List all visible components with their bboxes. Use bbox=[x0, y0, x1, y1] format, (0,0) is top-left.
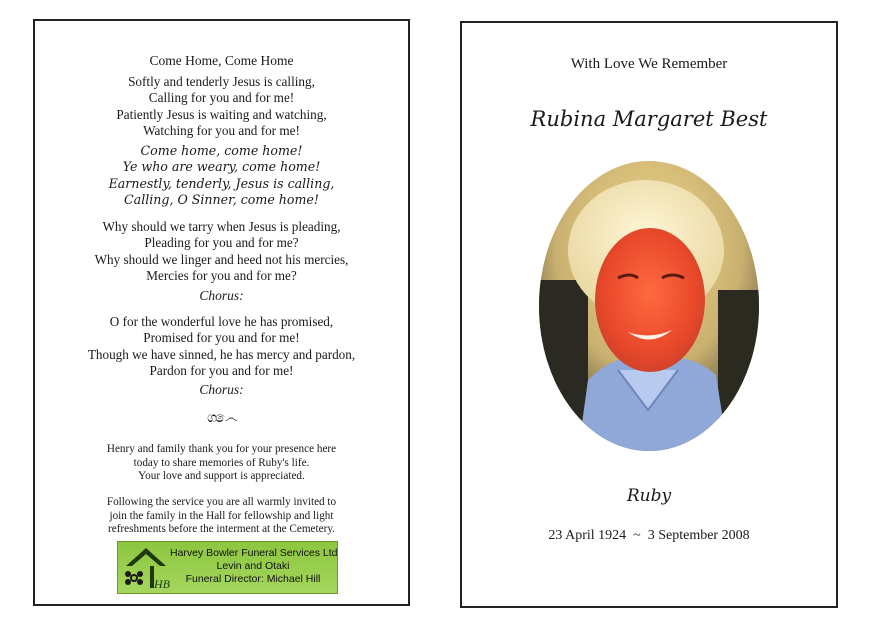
chorus-line: Ye who are weary, come home! bbox=[122, 159, 321, 175]
funeral-home-location: Levin and Otaki bbox=[216, 560, 290, 572]
nickname: Ruby bbox=[626, 486, 672, 506]
verse-line: Though we have sinned, he has mercy and pardon, bbox=[87, 346, 356, 362]
verse-line: Promised for you and for me! bbox=[143, 330, 300, 346]
invitation-note bbox=[35, 496, 408, 537]
flower-logo-icon bbox=[120, 544, 172, 592]
verse-line: Why should we linger and heed not his mercies, bbox=[94, 251, 349, 267]
invitation-line: Following the service you are all warmly invited to bbox=[106, 496, 337, 508]
verse-line: Watching for you and for me! bbox=[143, 123, 300, 139]
verse-line: Calling for you and for me! bbox=[148, 90, 295, 106]
logo-letters: HB bbox=[154, 577, 170, 591]
remembrance-heading: With Love We Remember bbox=[570, 56, 728, 72]
thanks-line: Your love and support is appreciated. bbox=[138, 470, 305, 483]
hymn-panel bbox=[33, 19, 410, 606]
verse-line: Pardon for you and for me! bbox=[149, 363, 294, 379]
thank-you-note bbox=[35, 443, 408, 484]
verse-line: O for the wonderful love he has promised, bbox=[109, 314, 334, 329]
verse-line: Why should we tarry when Jesus is pleading, bbox=[102, 219, 341, 234]
chorus-label: Chorus: bbox=[199, 382, 244, 397]
cover-panel bbox=[460, 21, 838, 608]
verse-line: Softly and tenderly Jesus is calling, bbox=[128, 74, 315, 89]
chorus-line: Calling, O Sinner, come home! bbox=[124, 192, 319, 208]
funeral-director: Funeral Director: Michael Hill bbox=[185, 573, 321, 585]
chorus-line: Come home, come home! bbox=[140, 143, 303, 158]
funeral-home-details bbox=[170, 547, 336, 586]
invitation-line: refreshments before the interment at the Cemetery. bbox=[108, 523, 335, 536]
funeral-home-banner bbox=[117, 541, 338, 594]
verse-2 bbox=[35, 219, 408, 285]
verse-line: Patiently Jesus is waiting and watching, bbox=[116, 106, 327, 122]
chorus-line: Earnestly, tenderly, Jesus is calling, bbox=[108, 175, 335, 191]
invitation-line: join the family in the Hall for fellowship and light bbox=[109, 509, 334, 522]
verse-3 bbox=[35, 314, 408, 380]
verse-line: Pleading for you and for me? bbox=[144, 235, 299, 251]
verse-1 bbox=[35, 74, 408, 140]
ornament-divider: ග෴ෙ bbox=[207, 411, 236, 426]
thanks-line: Henry and family thank you for your presence here bbox=[106, 443, 337, 455]
chorus-label: Chorus: bbox=[199, 288, 244, 303]
thanks-line: today to share memories of Ruby's life. bbox=[133, 456, 310, 469]
life-dates: 23 April 1924 ~ 3 September 2008 bbox=[548, 528, 750, 543]
portrait-photo bbox=[538, 160, 760, 452]
hymn-title: Come Home, Come Home bbox=[149, 53, 294, 68]
chorus bbox=[35, 143, 408, 209]
verse-line: Mercies for you and for me? bbox=[146, 268, 297, 284]
deceased-name: Rubina Margaret Best bbox=[530, 107, 768, 131]
funeral-home-name: Harvey Bowler Funeral Services Ltd bbox=[170, 547, 338, 559]
